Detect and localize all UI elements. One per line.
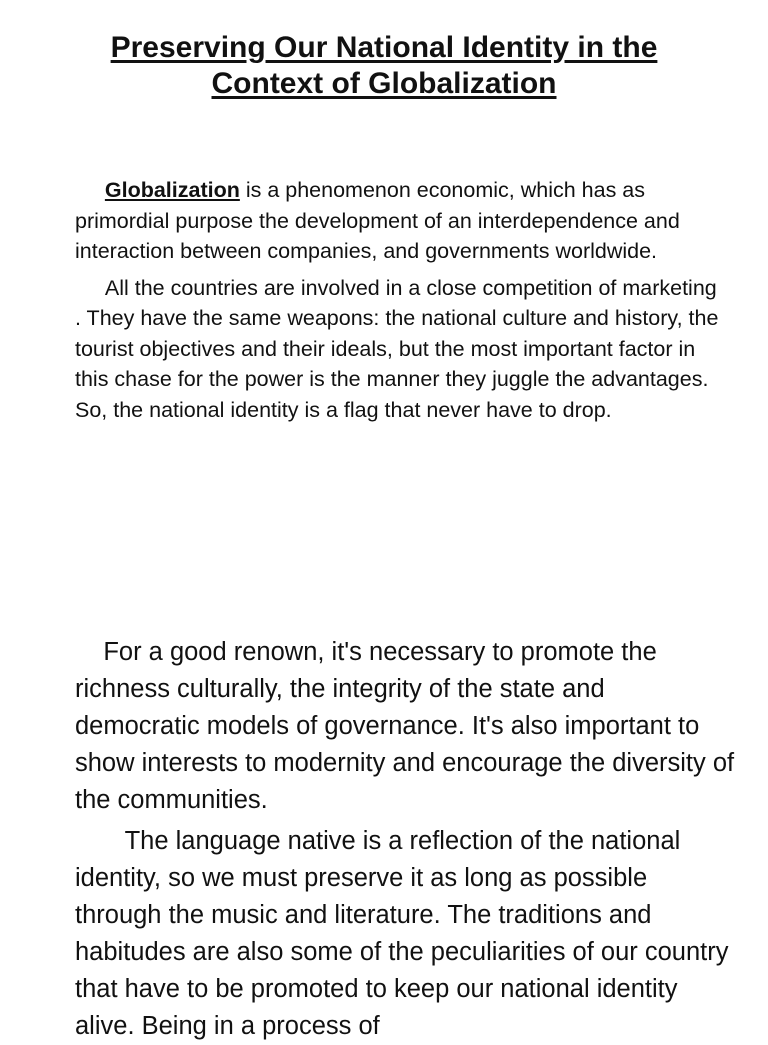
- intro-paragraph-1: [75, 175, 725, 267]
- title-line-1: Preserving Our National Identity in the: [110, 31, 658, 64]
- intro-paragraph-1-text: is a phenomenon economic, which has as primordial purpose the development of an interdependence and interaction between companies, and governments worldwide.: [75, 178, 680, 263]
- body-paragraph-2: [75, 823, 735, 1045]
- intro-paragraph-2: [75, 273, 725, 426]
- intro-paragraph-2-text: All the countries are involved in a close competition of marketing . They have the same weapons: the national culture and history, the tourist objectives and their ideals, but the most important factor in this chase for the power is the manner they juggle the advantages. So, the national identity is a flag that never have to drop.: [75, 275, 719, 422]
- body-paragraph-1-text: For a good renown, it's necessary to promote the richness culturally, the integrity of the state and democratic models of governance. It's also important to show interests to modernity and encourage the diversity of the communities.: [75, 638, 735, 814]
- intro-section: [75, 175, 725, 425]
- body-section: [75, 634, 735, 1045]
- key-term: Globalization: [104, 178, 240, 202]
- title-line-2: Context of Globalization: [211, 67, 557, 100]
- page-title: [40, 30, 728, 102]
- body-paragraph-2-text: The language native is a reflection of the national identity, so we must preserve it as long as possible through the music and literature. The traditions and habitudes are also some of the peculiarities of our country that have to be promoted to keep our national identity alive. Being in a process of: [75, 827, 729, 1040]
- body-paragraph-1: [75, 634, 735, 819]
